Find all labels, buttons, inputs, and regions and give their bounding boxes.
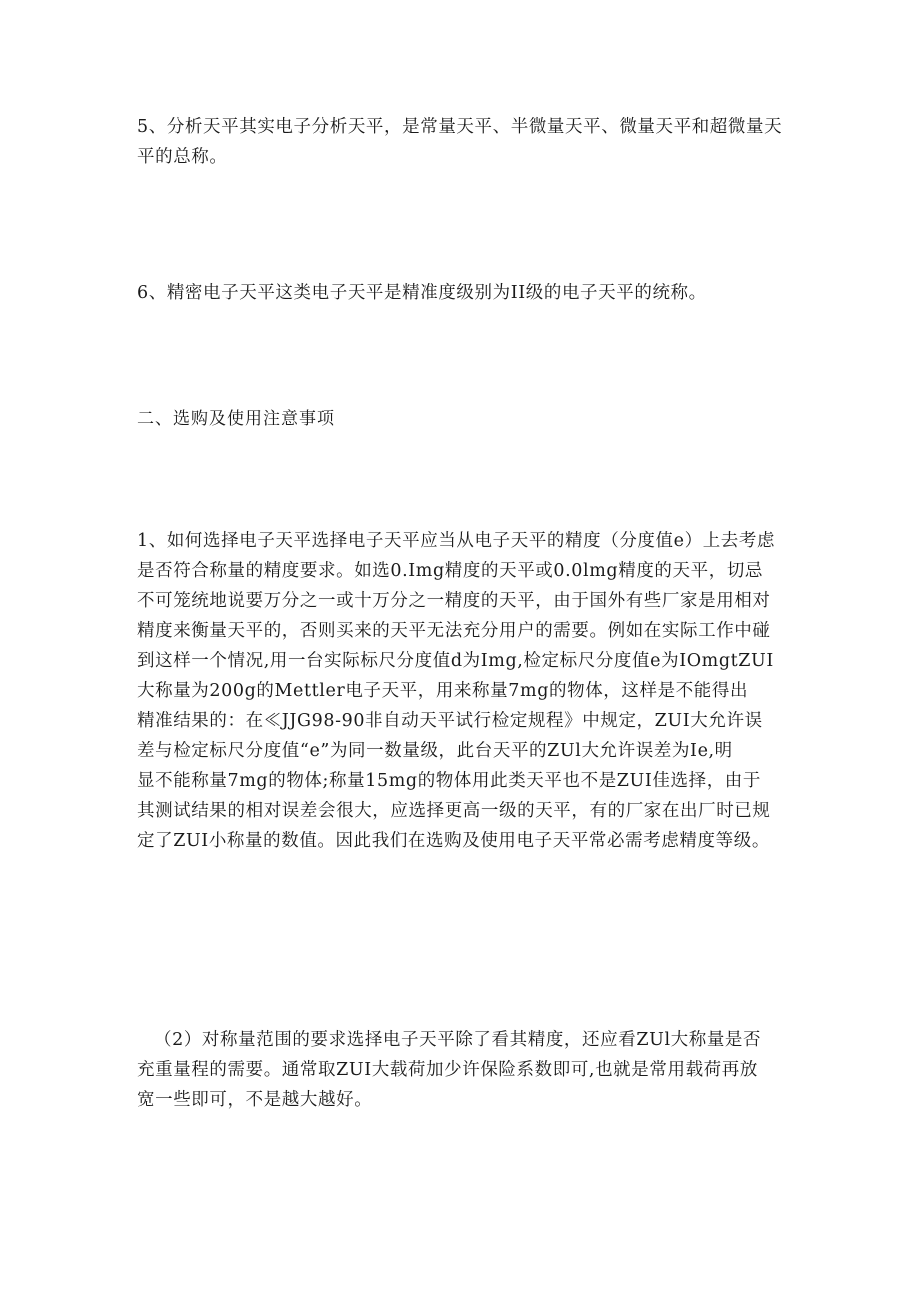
paragraph-item-2 [137,1025,801,1115]
text-line: 是否符合称量的精度要求。如选0.Img精度的天平或0.0lmg精度的天平，切忌 [137,561,764,581]
paragraph-item-1 [137,526,801,856]
heading-text: 二、选购及使用注意事项 [137,409,335,429]
text-line: 定了ZUI小称量的数值。因此我们在选购及使用电子天平常必需考虑精度等级。 [137,831,770,851]
text-line: 5、分析天平其实电子分析天平，是常量天平、半微量天平、微量天平和超微量天 [137,117,783,137]
paragraph-item-6 [137,278,801,308]
text-line: 精度来衡量天平的，否则买来的天平无法充分用户的需要。例如在实际工作中碰 [137,621,771,641]
text-line: 到这样一个情况,用一台实际标尺分度值d为Img,检定标尺分度值e为IOmgtZUI [137,651,774,671]
text-line: 不可笼统地说要万分之一或十万分之一精度的天平，由于国外有些厂家是用相对 [137,591,771,611]
text-line: 其测试结果的相对误差会很大，应选择更高一级的天平，有的厂家在出厂时已规 [137,801,771,821]
text-line: （2）对称量范围的要求选择电子天平除了看其精度，还应看ZUl大称量是否 [154,1030,762,1050]
section-heading [137,404,801,434]
text-line: 显不能称量7mg的物体;称量15mg的物体用此类天平也不是ZUI佳选择，由于 [137,771,762,791]
text-line: 差与检定标尺分度值“e”为同一数量级，此台天平的ZUl大允许误差为Ie,明 [137,741,733,761]
text-line: 充重量程的需要。通常取ZUI大载荷加少许保险系数即可,也就是常用载荷再放 [137,1060,758,1080]
paragraph-item-5 [137,112,801,172]
text-line: 6、精密电子天平这类电子天平是精准度级别为II级的电子天平的统称。 [137,283,707,303]
text-line: 精准结果的：在≪JJG98-90非自动天平试行检定规程》中规定，ZUI大允许误 [137,711,763,731]
text-line: 平的总称。 [137,147,228,167]
text-line: 大称量为200g的Mettler电子天平，用来称量7mg的物体，这样是不能得出 [137,681,749,701]
text-line: 宽一些即可，不是越大越好。 [137,1090,373,1110]
text-line: 1、如何选择电子天平选择电子天平应当从电子天平的精度（分度值e）上去考虑 [137,531,776,551]
